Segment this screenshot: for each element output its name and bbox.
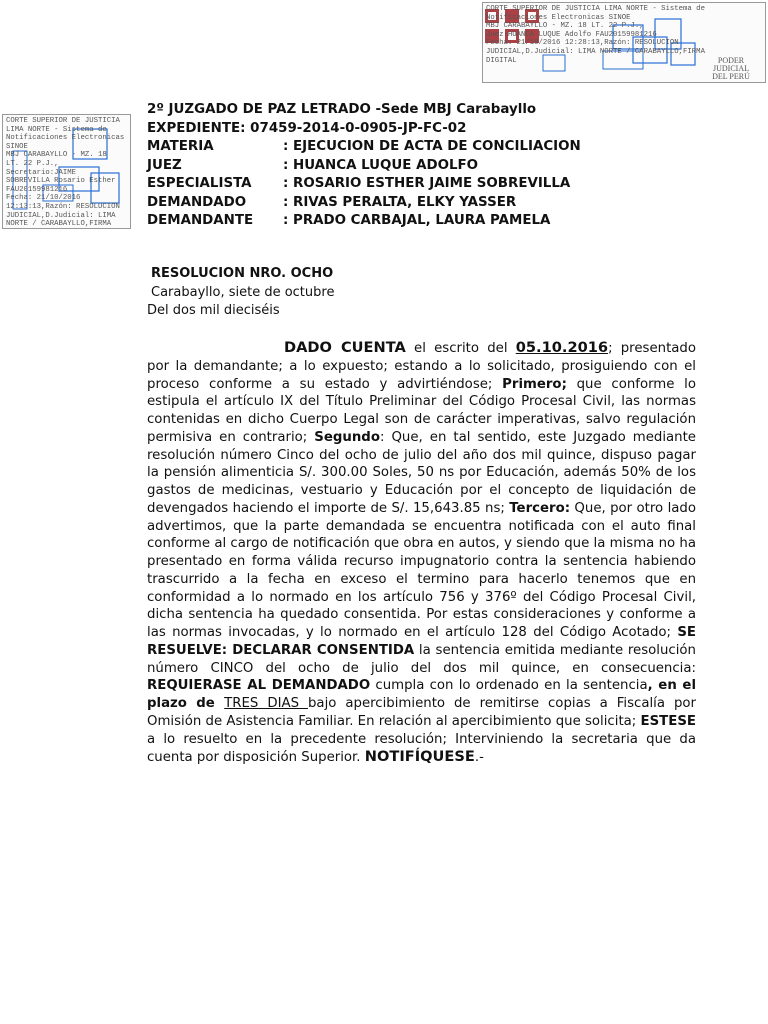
header-label: DEMANDADO [147, 194, 247, 210]
header-label: MATERIA [147, 139, 214, 154]
tercero-label: Tercero: [509, 500, 571, 516]
header-label: JUEZ [147, 157, 182, 173]
header-row-materia [147, 139, 747, 158]
se-resuelve-label: SE RESUELVE: DECLARAR CONSENTIDA [147, 625, 696, 658]
court-name: 2º JUZGADO DE PAZ LETRADO -Sede MBJ Carabayllo [147, 102, 537, 117]
requierase-label: REQUIERASE AL DEMANDADO [147, 678, 371, 694]
electronic-signature-stamp-left [2, 114, 131, 229]
resolution-block [147, 266, 547, 321]
resolution-title: RESOLUCION NRO. OCHO [151, 266, 334, 281]
resolution-paragraph: DADO CUENTA el escrito del 05.10.2016; presentado por la demandante; a lo expuesto; estando a lo solicitado, prosiguiendo con el proceso conforme a su estado y advirtiéndose; Primero; que conforme lo estipula el artículo IX del Título Preliminar del Código Procesal Civil, las normas contenidas en dicho Cuerpo Legal son de carácter imperativas, salvo regulación permisiva en contrario; Segundo: Que, en tal sentido, este Juzgado mediante resolución número Cinco del ocho de julio del año dos mil quince, dispuso pagar la pensión alimenticia S/. 300.00 Soles, 50 ns por Educación, además 50% de los gastos de medicinas, vestuario y Educación por el concepto de liquidación de devengados haciendo el importe de S/. 15,643.85 ns; Tercero: Que, por otro lado advertimos, que la parte demandada se encuentra notificada con el auto final conforme al cargo de notificación que obra en autos, y siendo que la misma no ha presentado en forma válida recurso impugnatorio contra la sentencia habiendo trascurrido a la fecha en exceso el termino para hacerlo tenemos que en conformidad a lo normado en los artículo 756 y 376º del Código Procesal Civil, dicha sentencia ha quedado consentida. Por estas consideraciones y conforme a las normas invocadas, y lo normado en el artículo 128 del Código Acotado; SE RESUELVE: DECLARAR CONSENTIDA la sentencia emitida mediante resolución número CINCO del ocho de julio del dos mil quince, en consecuencia: REQUIERASE AL DEMANDADO cumpla con lo ordenado en la sentencia, en el plazo de TRES DIAS bajo apercibimiento de remitirse copias a Fiscalía por Omisión de Asistencia Familiar. En relación al apercibimiento que solicita; ESTESE a lo resuelto en la precedente resolución; Interviniendo la secretaria que da cuenta por disposición Superior. NOTIFÍQUESE.- [147, 339, 697, 766]
resolution-place-date: Carabayllo, siete de octubre [151, 285, 335, 300]
segundo-label: Segundo [314, 429, 380, 445]
header-value: : HUANCA LUQUE ADOLFO [283, 157, 479, 173]
header-row-especialista [147, 176, 747, 195]
dado-cuenta-label: DADO CUENTA [284, 339, 406, 356]
electronic-signature-stamp-top [482, 2, 766, 83]
header-value: : RIVAS PERALTA, ELKY YASSER [283, 194, 517, 210]
stamp-left-text: CORTE SUPERIOR DE JUSTICIA LIMA NORTE - Sistema de Notificaciones Electronicas SINOE MBJ CARABAYLLO - MZ. 18 LT. 22 P.J., Secretario:JAIME SOBREVILLA Rosario Esther FAU20159981216 Fecha: 21/10/2016 12:13:13,Razón: RESOLUCION JUDICIAL,D.Judicial: LIMA NORTE / CARABAYLLO,FIRMA [6, 117, 125, 229]
header-row-demandante [147, 213, 747, 232]
seal-caption: PODER JUDICIAL DEL PERÚ [712, 56, 750, 81]
header-value: : ROSARIO ESTHER JAIME SOBREVILLA [283, 176, 571, 191]
notifiquese-label: NOTIFÍQUESE [364, 748, 475, 766]
expediente-number: EXPEDIENTE: 07459-2014-0-0905-JP-FC-02 [147, 120, 467, 136]
case-header [147, 102, 747, 232]
escrito-date: 05.10.2016 [515, 339, 609, 356]
header-label: DEMANDANTE [147, 213, 254, 228]
header-value: : EJECUCION DE ACTA DE CONCILIACION [283, 139, 581, 154]
resolution-year: Del dos mil dieciséis [147, 303, 280, 318]
header-label: ESPECIALISTA [147, 176, 252, 191]
header-value: : PRADO CARBAJAL, LAURA PAMELA [283, 213, 551, 228]
primero-label: Primero; [502, 376, 567, 392]
plazo-tres-dias: TRES DIAS [224, 696, 308, 711]
header-row-juez [147, 158, 747, 177]
header-row-demandado [147, 195, 747, 214]
estese-label: ESTESE [640, 713, 696, 729]
resolution-body [147, 339, 696, 767]
stamp-top-text: CORTE SUPERIOR DE JUSTICIA LIMA NORTE - Sistema de Notificaciones Electronicas SINOE MBJ CARABAYLLO - MZ. 18 LT. 22 P.J., Juez:HUANCA LUQUE Adolfo FAU20159981216 Fecha: 21/10/2016 12:28:13,Razón: RESOLUCION JUDICIAL,D.Judicial: LIMA NORTE / CARABAYLLO,FIRMA DIGITAL [486, 5, 705, 65]
